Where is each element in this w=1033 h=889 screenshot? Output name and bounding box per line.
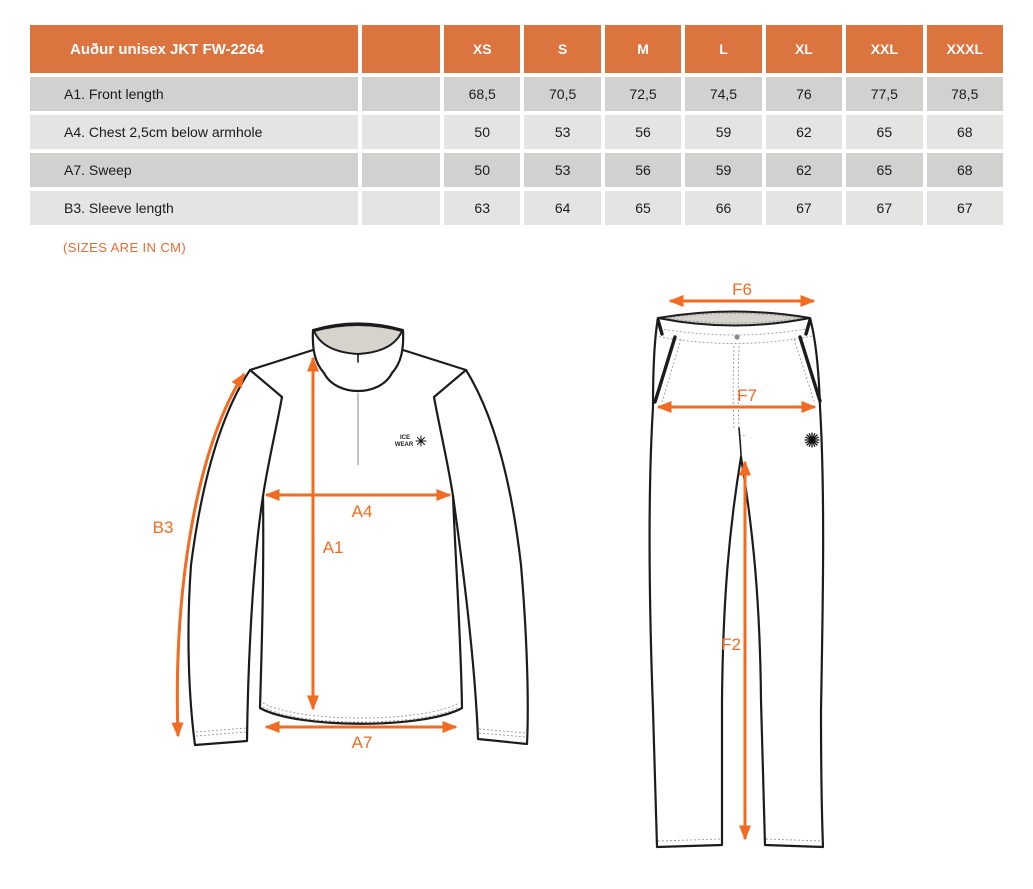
value-cell: 76 — [766, 77, 842, 111]
table-row — [30, 77, 1003, 111]
value-cell: 63 — [444, 191, 520, 225]
row-label: A7. Sweep — [30, 153, 358, 187]
center-front-seam — [739, 428, 741, 457]
value-cell: 72,5 — [605, 77, 681, 111]
value-cell: 53 — [524, 115, 600, 149]
table-title: Auður unisex JKT FW-2264 — [30, 25, 358, 73]
size-col-header: S — [524, 25, 600, 73]
right-sleeve-outline — [453, 370, 528, 744]
b3-arrow — [177, 374, 244, 736]
icewear-logo — [395, 435, 426, 448]
value-cell: 68 — [927, 115, 1003, 149]
a4-label: A4 — [351, 502, 373, 521]
waist-button — [734, 334, 739, 339]
value-cell: 68,5 — [444, 77, 520, 111]
a7-label: A7 — [351, 733, 373, 752]
size-col-header: L — [685, 25, 761, 73]
spacer-cell — [362, 191, 440, 225]
value-cell: 67 — [927, 191, 1003, 225]
b3-label: B3 — [152, 518, 174, 537]
value-cell: 59 — [685, 115, 761, 149]
value-cell: 62 — [766, 153, 842, 187]
value-cell: 53 — [524, 153, 600, 187]
row-label: A4. Chest 2,5cm below armhole — [30, 115, 358, 149]
spacer-cell — [362, 153, 440, 187]
right-cuff-stitching — [479, 729, 526, 737]
table-row — [30, 115, 1003, 149]
value-cell: 74,5 — [685, 77, 761, 111]
logo-text-ice: ICE — [399, 435, 411, 441]
size-table — [30, 25, 1003, 225]
value-cell: 70,5 — [524, 77, 600, 111]
size-col-header: XL — [766, 25, 842, 73]
leg-hem-stitching — [658, 839, 822, 841]
snowflake-icon — [416, 436, 426, 446]
table-row — [30, 153, 1003, 187]
right-raglan-seam — [434, 397, 453, 496]
waistband-stitching — [655, 328, 813, 344]
size-col-header: XS — [444, 25, 520, 73]
sizes-note: (SIZES ARE IN CM) — [63, 240, 187, 255]
right-shoulder-seam — [403, 350, 466, 397]
left-shoulder-seam — [250, 350, 313, 397]
f7-label: F7 — [737, 386, 757, 405]
left-sleeve-outline — [188, 370, 263, 745]
value-cell: 56 — [605, 153, 681, 187]
value-cell: 66 — [685, 191, 761, 225]
spacer-cell — [362, 77, 440, 111]
value-cell: 65 — [846, 153, 922, 187]
row-label: B3. Sleeve length — [30, 191, 358, 225]
value-cell: 67 — [846, 191, 922, 225]
size-col-header: M — [605, 25, 681, 73]
value-cell: 78,5 — [927, 77, 1003, 111]
header-spacer-cell — [362, 25, 440, 73]
snowflake-icon — [805, 433, 819, 447]
value-cell: 50 — [444, 115, 520, 149]
value-cell: 65 — [605, 191, 681, 225]
collar-inner — [314, 325, 402, 354]
jacket-diagram — [145, 300, 585, 755]
f2-label: F2 — [721, 635, 741, 654]
left-pocket-line — [655, 320, 675, 402]
row-label: A1. Front length — [30, 77, 358, 111]
table-header-row — [30, 25, 1003, 73]
left-raglan-seam — [263, 397, 282, 496]
body-outline — [260, 496, 462, 724]
value-cell: 62 — [766, 115, 842, 149]
value-cell: 64 — [524, 191, 600, 225]
spacer-cell — [362, 115, 440, 149]
value-cell: 56 — [605, 115, 681, 149]
logo-text-wear: WEAR — [394, 442, 414, 448]
table-row — [30, 191, 1003, 225]
value-cell: 68 — [927, 153, 1003, 187]
value-cell: 67 — [766, 191, 842, 225]
f6-label: F6 — [732, 280, 752, 299]
value-cell: 59 — [685, 153, 761, 187]
size-col-header: XXXL — [927, 25, 1003, 73]
value-cell: 50 — [444, 153, 520, 187]
pants-diagram — [640, 280, 850, 860]
value-cell: 77,5 — [846, 77, 922, 111]
value-cell: 65 — [846, 115, 922, 149]
left-cuff-stitching — [196, 728, 246, 736]
size-col-header: XXL — [846, 25, 922, 73]
a1-label: A1 — [322, 538, 344, 557]
